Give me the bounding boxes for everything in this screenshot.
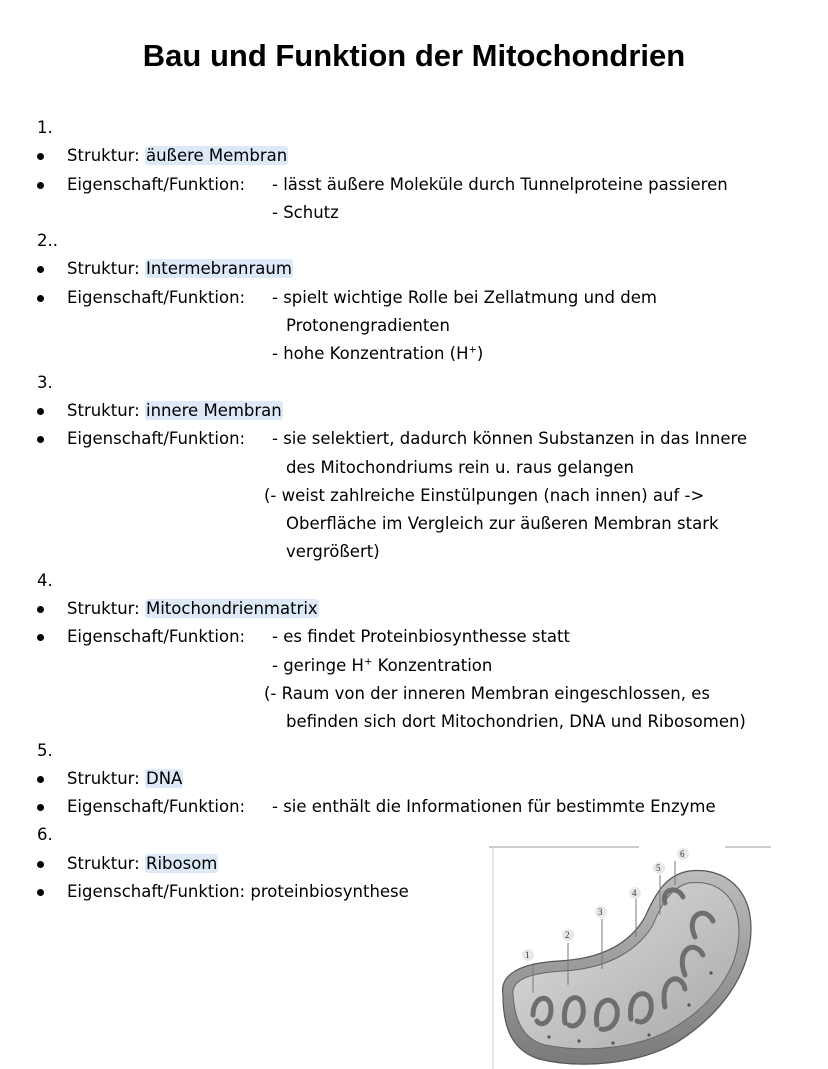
page-title: Bau und Funktion der Mitochondrien [142, 38, 686, 73]
section-number: 3. [37, 372, 53, 392]
struktur-item: Struktur: Ribosom [37, 850, 817, 878]
funktion-text: - lässt äußere Moleküle durch Tunnelproteine passieren [272, 174, 728, 194]
mitochondrion-diagram [489, 845, 771, 1069]
struktur-value: Ribosom [145, 853, 218, 873]
figure-label-1: 1 [525, 950, 530, 960]
bullet-icon [37, 861, 44, 868]
funktion-item: Eigenschaft/Funktion: - es findet Proteinbiosynthesse statt [37, 623, 817, 651]
bullet-icon [37, 408, 44, 415]
section-number: 1. [37, 118, 53, 137]
bullet-icon [37, 776, 44, 783]
bullet-icon [37, 606, 44, 613]
struktur-item: Struktur: DNA [37, 765, 817, 793]
section-number: 4. [37, 570, 53, 590]
funktion-text: - spielt wichtige Rolle bei Zellatmung und dem [272, 287, 657, 307]
funktion-continuation: - hohe Konzentration (H+) [272, 344, 484, 364]
section-number: 5. [37, 740, 53, 760]
section-number: 6. [37, 825, 53, 845]
struktur-value: äußere Membran [145, 146, 288, 166]
bullet-icon [37, 266, 44, 273]
funktion-item: Eigenschaft/Funktion: proteinbiosynthese [37, 878, 817, 906]
struktur-item: Struktur: äußere Membran [37, 142, 817, 170]
bullet-icon [37, 889, 44, 896]
bullet-icon [37, 634, 44, 641]
funktion-continuation: (- Raum von der inneren Membran eingeschlossen, es [264, 683, 710, 703]
figure-label-3: 3 [598, 907, 603, 917]
funktion-continuation: Oberfläche im Vergleich zur äußeren Membran stark [286, 514, 719, 534]
funktion-continuation: (- weist zahlreiche Einstülpungen (nach innen) auf -> [264, 485, 705, 505]
document-body [37, 114, 817, 906]
funktion-text: - sie enthält die Informationen für bestimmte Enzyme [272, 797, 716, 817]
bullet-icon [37, 182, 44, 189]
funktion-continuation: des Mitochondriums rein u. raus gelangen [286, 457, 635, 477]
bullet-icon [37, 295, 44, 302]
funktion-item: Eigenschaft/Funktion: - spielt wichtige Rolle bei Zellatmung und dem [37, 284, 817, 312]
figure-label-6: 6 [680, 849, 685, 859]
funktion-text: - es findet Proteinbiosynthesse statt [272, 627, 570, 647]
bullet-icon [37, 153, 44, 160]
funktion-item: Eigenschaft/Funktion: - sie selektiert, dadurch können Substanzen in das Innere [37, 425, 817, 453]
funktion-item: Eigenschaft/Funktion: - sie enthält die Informationen für bestimmte Enzyme [37, 793, 817, 821]
bullet-icon [37, 436, 44, 443]
section-number: 2.. [37, 231, 58, 251]
struktur-value: innere Membran [145, 400, 282, 420]
figure-label-4: 4 [632, 888, 637, 898]
funktion-item: Eigenschaft/Funktion: - lässt äußere Moleküle durch Tunnelproteine passieren [37, 171, 817, 199]
funktion-continuation: - Schutz [272, 202, 339, 222]
funktion-text: - sie selektiert, dadurch können Substanzen in das Innere [272, 429, 748, 449]
funktion-continuation: - geringe H+ Konzentration [272, 655, 493, 675]
struktur-item: Struktur: Intermebranraum [37, 255, 817, 283]
struktur-value: Mitochondrienmatrix [145, 599, 318, 619]
struktur-item: Struktur: innere Membran [37, 397, 817, 425]
funktion-continuation: befinden sich dort Mitochondrien, DNA und Ribosomen) [286, 712, 746, 732]
figure-label-2: 2 [565, 930, 570, 940]
funktion-text: proteinbiosynthese [250, 882, 409, 902]
struktur-item: Struktur: Mitochondrienmatrix [37, 595, 817, 623]
bullet-icon [37, 804, 44, 811]
figure-label-5: 5 [656, 863, 661, 873]
funktion-continuation: Protonengradienten [286, 316, 450, 336]
struktur-value: Intermebranraum [145, 259, 292, 279]
struktur-value: DNA [145, 768, 183, 788]
funktion-continuation: vergrößert) [286, 542, 380, 562]
